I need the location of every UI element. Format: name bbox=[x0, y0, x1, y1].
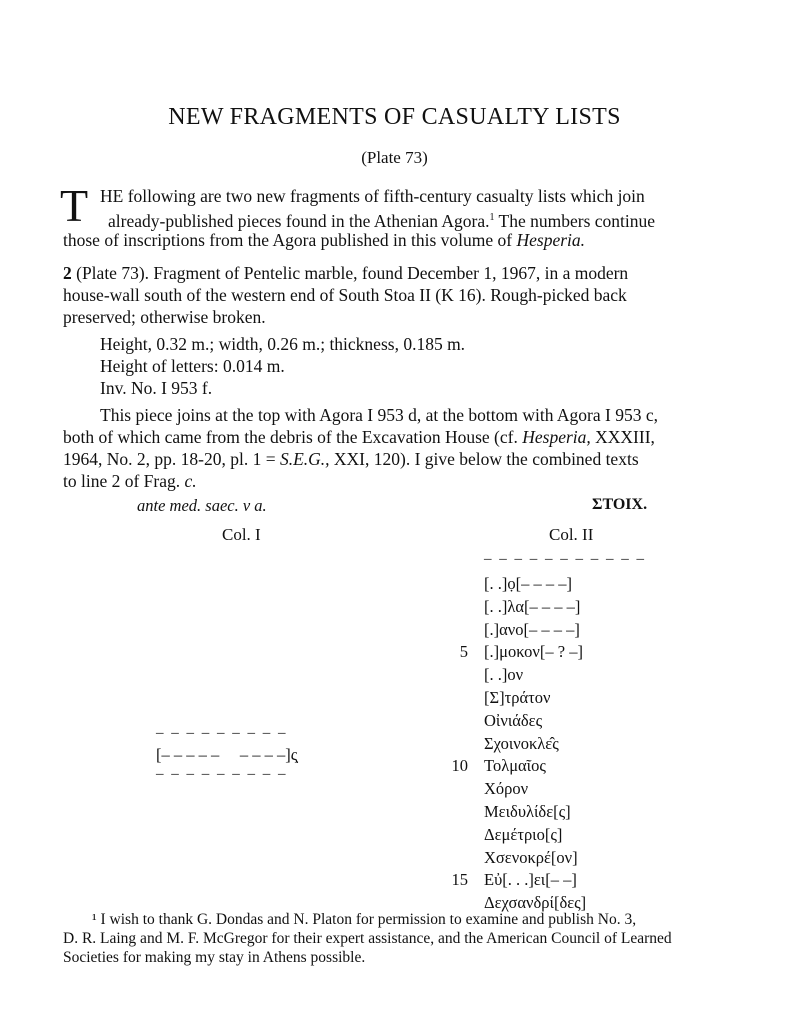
inscription-line: Εὐ[. . .]ει[– –] bbox=[484, 870, 577, 889]
intro-line-2-text: already-published pieces found in the Athenian Agora. bbox=[108, 210, 490, 231]
inscription-line: [.]μοκον[– ? –] bbox=[484, 642, 583, 661]
page-title: NEW FRAGMENTS OF CASUALTY LISTS bbox=[168, 104, 621, 130]
inscription-line: [. .]λα[– – – –] bbox=[484, 597, 581, 616]
intro-line-1: HE following are two new fragments of fifth-century casualty lists which join bbox=[100, 186, 645, 206]
entry-line-1-text: (Plate 73). Fragment of Pentelic marble, found December 1, 1967, in a modern bbox=[71, 263, 629, 283]
journal-ref: Hesperia, bbox=[522, 427, 591, 447]
inscription-line: Σχοινοκλε̂ς bbox=[484, 734, 559, 753]
journal-name: Hesperia. bbox=[516, 230, 586, 250]
inscription-line: Χσενοκρέ[ον] bbox=[484, 848, 578, 867]
measurement-dimensions: Height, 0.32 m.; width, 0.26 m.; thickness, 0.185 m. bbox=[100, 334, 466, 354]
inscription-line: Οἰνιάδες bbox=[484, 711, 543, 730]
intro-line-3 bbox=[63, 229, 585, 251]
inscription-line: Τολμαῖος bbox=[484, 756, 546, 775]
line-number: 5 bbox=[459, 642, 468, 661]
footnote-line-1: ¹ I wish to thank G. Dondas and N. Platon for permission to examine and publish No. 3, bbox=[92, 911, 637, 928]
inscription-line: [Σ]τράτον bbox=[484, 688, 551, 707]
intro-line-3-text: those of inscriptions from the Agora published in this volume of bbox=[63, 230, 517, 250]
col-2-heading: Col. II bbox=[549, 525, 594, 544]
inscription-line: [. .]ον bbox=[484, 665, 524, 684]
col-1-heading: Col. I bbox=[222, 525, 261, 544]
inscription-line: [.]ανο[– – – –] bbox=[484, 620, 580, 639]
volume-ref: XXXIII, bbox=[590, 427, 655, 447]
line-number: 10 bbox=[451, 756, 468, 775]
frag-letter: c. bbox=[184, 471, 197, 491]
para-line-2-text: both of which came from the debris of the Excavation House (cf. bbox=[63, 427, 523, 447]
inscription-line: Μειδυλίδε[ς] bbox=[484, 802, 571, 821]
intro-line-2-end: The numbers continue bbox=[494, 210, 656, 231]
para-line-4-text: to line 2 of Frag. bbox=[63, 471, 185, 491]
seg-ref: S.E.G., bbox=[279, 449, 330, 469]
para-line-3 bbox=[63, 448, 639, 470]
plate-reference: (Plate 73) bbox=[361, 148, 428, 167]
col-1-dash-bottom: – – – – – – – – – bbox=[156, 766, 288, 782]
inventory-number: Inv. No. I 953 f. bbox=[100, 378, 213, 398]
footnote-marker[interactable]: 1 bbox=[489, 212, 495, 223]
para-line-2 bbox=[63, 426, 655, 448]
inscription-line: Δεμέτριο[ς] bbox=[484, 825, 563, 844]
entry-line-3: preserved; otherwise broken. bbox=[63, 307, 266, 327]
col-2-dash: – – – – – – – – – – – bbox=[484, 551, 646, 567]
drop-cap: T bbox=[60, 180, 89, 231]
entry-line-2: house-wall south of the western end of South Stoa II (K 16). Rough-picked back bbox=[63, 285, 627, 305]
col-1-dash-top: – – – – – – – – – bbox=[156, 725, 288, 741]
line-number: 15 bbox=[451, 870, 468, 889]
col-1-line: [– – – – – – – – –]ς̣ bbox=[156, 745, 298, 764]
inscription-line: [. .]ọ[– – – –] bbox=[484, 574, 572, 593]
entry-number: 2 bbox=[63, 263, 72, 283]
inscription-line: Δεχσανδρί[δες] bbox=[484, 893, 587, 912]
para-line-3-end: XXI, 120). I give below the combined texts bbox=[329, 449, 639, 469]
stoichedon-label: ΣTOIX. bbox=[592, 496, 648, 513]
para-line-1: This piece joins at the top with Agora I 953 d, at the bottom with Agora I 953 c, bbox=[100, 405, 658, 425]
footnote-line-2: D. R. Laing and M. F. McGregor for their expert assistance, and the American Council of Learned bbox=[63, 930, 672, 947]
entry-line-1 bbox=[63, 262, 628, 284]
footnote-line-3: Societies for making my stay in Athens possible. bbox=[63, 949, 366, 966]
para-line-3-text: 1964, No. 2, pp. 18-20, pl. 1 = bbox=[63, 449, 280, 469]
measurement-letters: Height of letters: 0.014 m. bbox=[100, 356, 285, 376]
inscription-date: ante med. saec. v a. bbox=[137, 496, 267, 515]
inscription-line: Χόρον bbox=[484, 779, 529, 798]
para-line-4 bbox=[63, 470, 197, 492]
